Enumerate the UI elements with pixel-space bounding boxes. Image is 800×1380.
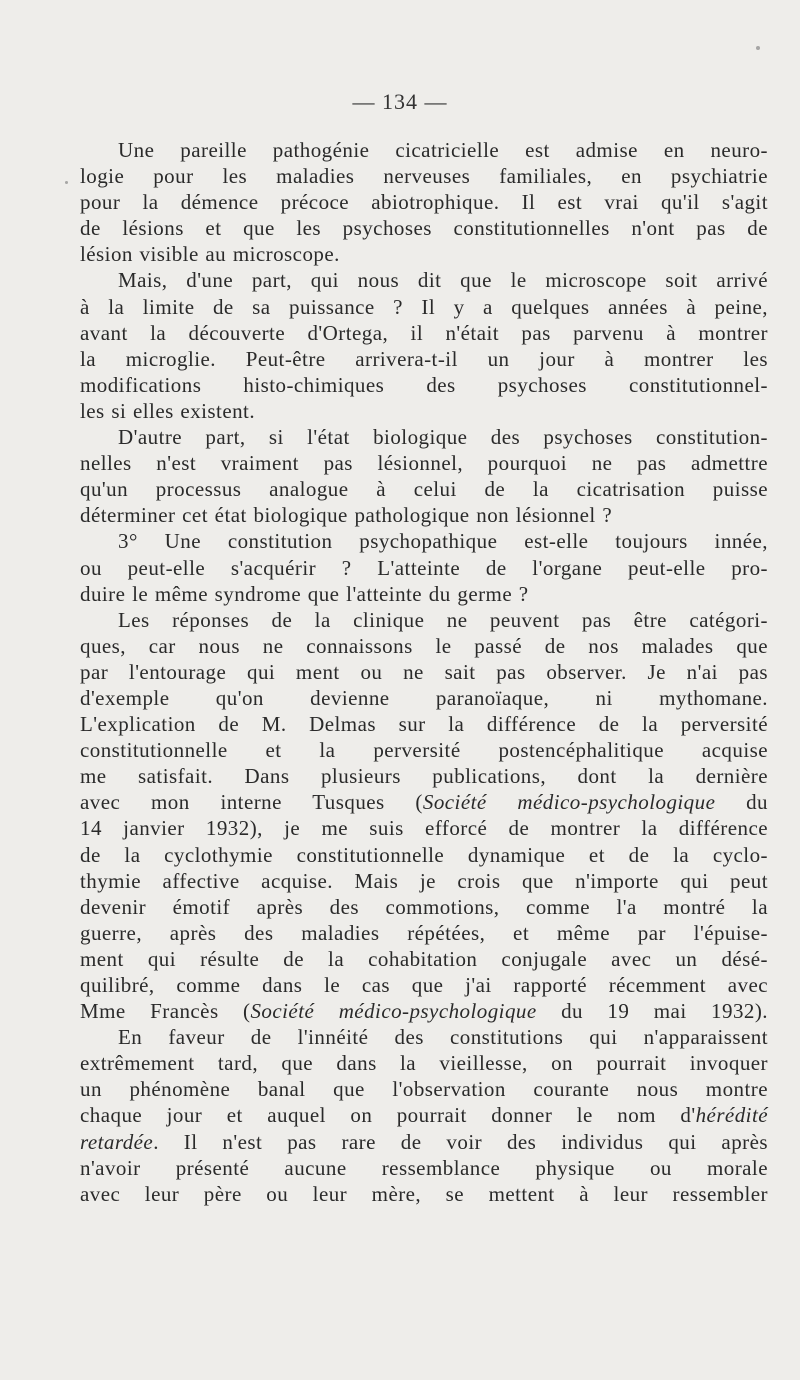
text-line [80, 972, 768, 998]
text-segment: quilibré, comme dans le cas que j'ai rapporté récemment avec [80, 973, 768, 997]
text-segment: Mais, d'une part, qui nous dit que le microscope soit arrivé [118, 268, 768, 293]
text-line [80, 1129, 768, 1155]
text-segment: modifications histo-chimiques des psychoses constitutionnel- [80, 372, 768, 397]
italic-citation: retardée [80, 1129, 154, 1154]
text-line [80, 267, 768, 293]
text-line [80, 346, 768, 372]
text-line [80, 763, 768, 789]
text-segment: . Il n'est pas rare de voir des individus qui après [153, 1129, 768, 1154]
text-segment: 14 janvier 1932), je me suis efforcé de montrer la différence [80, 816, 768, 841]
text-segment: En faveur de l'innéité des constitutions qui n'apparaissent [118, 1025, 768, 1050]
text-segment: constitutionnelle et la perversité postencéphalitique acquise [80, 738, 768, 763]
italic-citation: Société médico-psychologique [250, 999, 537, 1024]
body-text [80, 137, 768, 1207]
scan-speck [756, 46, 760, 50]
text-segment: Une pareille pathogénie cicatricielle est admise en neuro- [118, 138, 768, 162]
text-segment: Les réponses de la clinique ne peuvent pas être catégori- [118, 607, 768, 632]
text-line [80, 1155, 768, 1181]
text-line [80, 737, 768, 763]
scan-speck [65, 181, 68, 184]
text-line [80, 868, 768, 894]
text-segment: avec mon interne Tusques ( [80, 790, 423, 815]
text-segment: avant la découverte d'Ortega, il n'était pas parvenu à montrer [80, 320, 768, 345]
italic-citation: hérédité [695, 1103, 768, 1128]
italic-citation: Société médico-psychologique [422, 790, 716, 815]
text-line [80, 189, 768, 215]
text-segment: extrêmement tard, que dans la vieillesse, on pourrait invoquer [80, 1051, 768, 1076]
text-segment: chaque jour et auquel on pourrait donner le nom d' [80, 1103, 696, 1128]
text-segment: duire le même syndrome que l'atteinte du germe ? [80, 581, 529, 606]
text-line [80, 842, 768, 868]
text-line [80, 476, 768, 502]
text-line [80, 294, 768, 320]
text-segment: nelles n'est vraiment pas lésionnel, pourquoi ne pas admettre [80, 451, 768, 476]
text-line [80, 1050, 768, 1076]
text-line [80, 659, 768, 685]
text-line [80, 998, 768, 1024]
text-segment: devenir émotif après des commotions, comme l'a montré la [80, 894, 768, 919]
text-line [80, 815, 768, 841]
text-line [80, 424, 768, 450]
text-segment: Mme Francès ( [80, 999, 251, 1024]
text-line [80, 137, 768, 163]
text-segment: ou peut-elle s'acquérir ? L'atteinte de l'organe peut-elle pro- [80, 555, 768, 580]
text-line [80, 1076, 768, 1102]
text-segment: par l'entourage qui ment ou ne sait pas observer. Je n'ai pas [80, 659, 768, 684]
text-segment: la microglie. Peut-être arrivera-t-il un jour à montrer les [80, 346, 768, 371]
text-line [80, 1102, 768, 1128]
text-line [80, 607, 768, 633]
text-line [80, 372, 768, 398]
text-line [80, 450, 768, 476]
text-segment: pour la démence précoce abiotrophique. Il est vrai qu'il s'agit [80, 190, 768, 215]
text-line [80, 555, 768, 581]
text-line [80, 581, 768, 607]
text-segment: me satisfait. Dans plusieurs publications, dont la dernière [80, 764, 768, 789]
text-segment: de lésions et que les psychoses constitutionnelles n'ont pas de [80, 216, 768, 241]
text-line [80, 320, 768, 346]
text-line [80, 502, 768, 528]
text-segment: d'exemple qu'on devienne paranoïaque, ni mythomane. [80, 685, 768, 710]
text-segment: lésion visible au microscope. [80, 242, 340, 267]
text-segment: du [715, 790, 769, 815]
text-line [80, 920, 768, 946]
text-segment: logie pour les maladies nerveuses familiales, en psychiatrie [80, 164, 768, 189]
text-line [80, 711, 768, 737]
text-segment: D'autre part, si l'état biologique des psychoses constitution- [118, 425, 768, 450]
text-line [80, 1181, 768, 1207]
text-line [80, 163, 768, 189]
text-line [80, 215, 768, 241]
text-segment: un phénomène banal que l'observation courante nous montre [80, 1077, 768, 1102]
text-segment: ques, car nous ne connaissons le passé de nos malades que [80, 633, 768, 658]
text-line [80, 241, 768, 267]
text-line [80, 894, 768, 920]
text-line [80, 398, 768, 424]
text-segment: guerre, après des maladies répétées, et même par l'épuise- [80, 920, 768, 945]
text-segment: du 19 mai 1932). [536, 999, 768, 1024]
text-segment: les si elles existent. [80, 398, 256, 423]
text-line [80, 946, 768, 972]
text-segment: qu'un processus analogue à celui de la cicatrisation puisse [80, 477, 768, 502]
text-segment: thymie affective acquise. Mais je crois que n'importe qui peut [80, 868, 768, 893]
text-line [80, 789, 768, 815]
text-segment: 3° Une constitution psychopathique est-elle toujours innée, [118, 529, 768, 554]
text-segment: L'explication de M. Delmas sur la différence de la perversité [80, 712, 768, 737]
text-segment: ment qui résulte de la cohabitation conjugale avec un désé- [80, 946, 768, 971]
text-segment: à la limite de sa puissance ? Il y a quelques années à peine, [80, 294, 768, 319]
text-line [80, 685, 768, 711]
text-segment: de la cyclothymie constitutionnelle dynamique et de la cyclo- [80, 842, 768, 867]
text-line [80, 1024, 768, 1050]
text-segment: n'avoir présenté aucune ressemblance physique ou morale [80, 1155, 768, 1180]
page-number: — 134 — [352, 89, 448, 114]
text-line [80, 528, 768, 554]
text-segment: déterminer cet état biologique pathologique non lésionnel ? [80, 503, 613, 528]
text-line [80, 633, 768, 659]
text-segment: avec leur père ou leur mère, se mettent à leur ressembler [80, 1181, 768, 1206]
